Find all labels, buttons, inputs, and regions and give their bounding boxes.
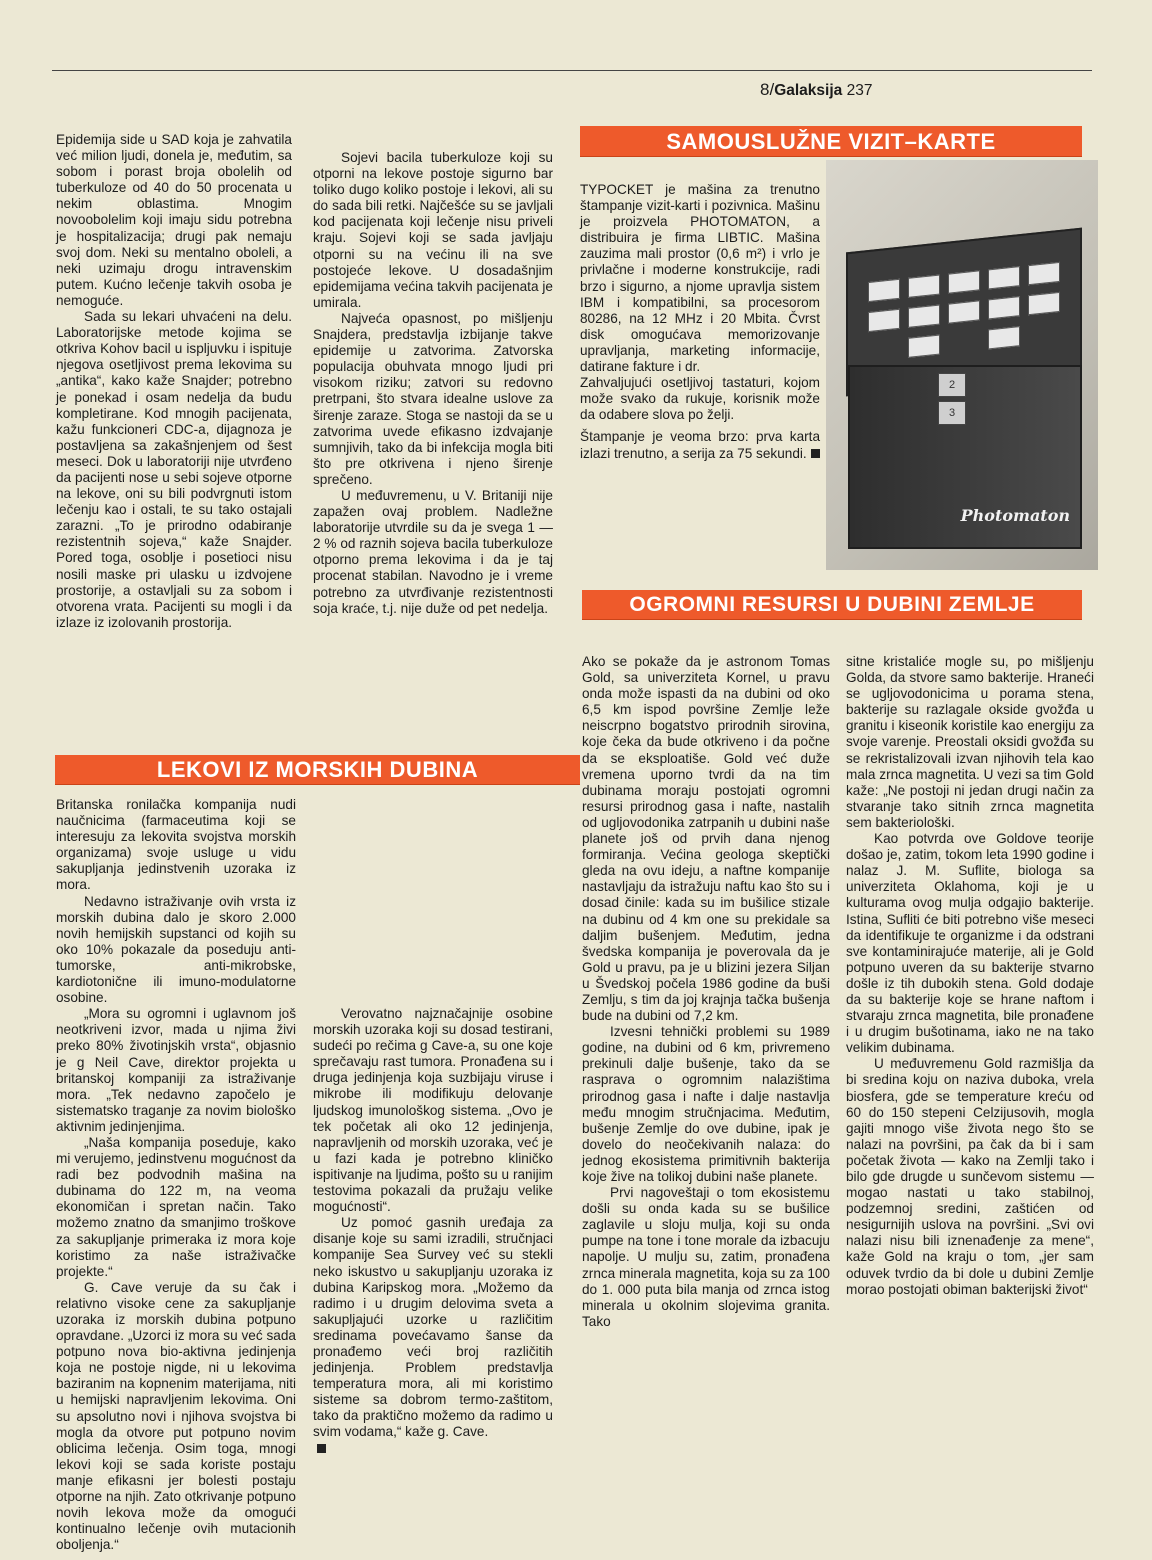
sea-paragraph: „Naša kompanija poseduje, kako mi verujemo, jedinstvenu mogućnost da radi bez podvodnih mašina na dubinama do 122 m, na veoma ekonomičan i spretan način. Tako možemo znatno da smanjimo troškove za sakupljanje primeraka iz mora koje koristimo za naše istraživačke projekte.“ [56, 1134, 296, 1279]
earth-paragraph: Izvesni tehnički problemi su 1989 godine, na dubini od 6 km, privremeno prekinuli dalje bušenje, tako da se rasprava o ogromnim nalazištima prirodnog gasa i nafte i dalje nastavlja među mnogim stručnjacima. Međutim, bušenje Zemlje do ove dubine, ipak je dovelo do neočekivanih nalaza: do jednog ekosistema primitivnih bakterija koje žive na tolikoj dubini naše planete. [582, 1024, 830, 1184]
machine-body [848, 365, 1082, 549]
tb-paragraph: Sojevi bacila tuberkuloze koji su otporni na lekove postoje sigurno bar toliko dugo koliko postoje i lekovi, ali su do sada bili retki. Najčešće su se javljali kod pacijenata koji lečenje nisu priveli kraju. Sojevi koji se sada javljaju otporni su na većinu ili na sve postojeće lekove. U dosadašnjim epidemijama većina takvih pacijenata je umirala. [313, 150, 553, 310]
sea-column-2 [313, 1006, 553, 1457]
cards-paragraph: Zahvaljujući osetljivoj tastaturi, kojom može svako da rukuje, korisnik može da odabere slova po želji. [580, 375, 820, 423]
card-slot: 2 [938, 373, 966, 397]
cards-paragraph [580, 429, 820, 461]
sea-article-title: LEKOVI IZ MORSKIH DUBINA [55, 755, 580, 785]
tb-paragraph: U međuvremenu, u V. Britaniji nije zapažen ovaj problem. Nadležne laboratorije utvrdile su da je svega 1 — 2 % od raznih sojeva bacila tuberkuloze otporno prema lekovima i da je taj procenat stabilan. Navodno je i vreme potrebno za utvrđivanje rezistentnosti soja kraće, t.j. nije duže od pet nedelja. [313, 487, 553, 616]
page-number: 237 [846, 82, 873, 99]
sea-paragraph: „Mora su ogromni i uglavnom još neotkriveni izvor, mada u njima živi preko 80% životinjskih vrsta“, objasnio je g Neil Cave, direktor projekta u britanskoj kompaniji za istraživanje mora. „Tek nedavno započelo je sistematsko traganje za novim biološko aktivnim jedinjenjima. [56, 1006, 296, 1134]
earth-paragraph: sitne kristaliće mogle su, po mišljenju Golda, da stvore samo bakterije. Hraneći se ugljovodonicima u porama stena, bakterije su razlagale okside gvožđa u granitu i kiseonik koristile kao energiju za svoje varenje. Preostali oksidi gvožđa su se rekristalizovali izvan njihovih tela kao mala zrnca magnetita. U vezi sa tim Gold kaže: „Ne postoji ni jedan drugi način za stvaranje tako sitnih zrnca magnetita sem bakteriološki. [846, 654, 1094, 830]
issue-number: 8/ [760, 80, 775, 99]
tb-column-1 [56, 132, 292, 631]
earth-column-2 [846, 654, 1094, 1298]
tb-paragraph: Epidemija side u SAD koja je zahvatila već milion ljudi, donela je, međutim, sa sobom i porast broja obolelih od tuberkuloze od 40 do 50 procenata u nekim oblastima. Mnogim novoobolelim koji imaju sidu potrebna je hospitalizacija; drugi pak nemaju svoj dom. Neki su mentalno oboleli, a neki uzimaju drogu intravenskim putem. Kućno lečenje takvih osoba je nemoguće. [56, 132, 292, 308]
sea-column-1 [56, 797, 296, 1553]
sea-paragraph: Uz pomoć gasnih uređaja za disanje koje su sami izradili, stručnjaci kompanije Sea Survey već su stekli neko iskustvo u sakupljanju uzoraka iz dubina Karipskog mora. „Možemo da radimo i u drugim delovima sveta a sakupljajući uzorke u različitim sredinama povećavamo šanse da pronađemo veći broj različitih jedinjenja. Problem predstavlja temperatura mora, ali mi koristimo sisteme sa dobrom termo-zaštitom, tako da praktično možemo da radimo u svim vodama,“ kaže g. Cave. [313, 1215, 553, 1440]
header-rule [52, 70, 1092, 71]
cards-paragraph-text: Štampanje je veoma brzo: prva karta izlazi trenutno, a serija za 75 sekundi. [580, 429, 820, 461]
photomaton-machine-photo [826, 160, 1098, 570]
tb-column-2 [313, 150, 553, 617]
tb-paragraph: Najveća opasnost, po mišljenju Snajdera, predstavlja izbijanje takve epidemije u zatvorima. Zatvorska populacija obuhvata mnogo ljudi pri visokom riziku; zatvori su redovno pretrpani, što stvara idealne uslove za širenje zaraze. Stoga se nastoji da se u zatvorima uvede efikasno izdvajanje sumnjivih, tako da bi infekcija mogla biti što pre otkrivena i njeno širenje sprečeno. [313, 310, 553, 487]
end-mark [811, 449, 820, 458]
earth-paragraph: Ako se pokaže da je astronom Tomas Gold, sa univerziteta Kornel, u pravu onda može ispasti da na dubini od oko 6,5 km ispod površine Zemlje leže neiscrpno bogatstvo prirodnih sirovina, koje čeka da bude otkriveno i da počne da se eksploatiše. Gold već duže vremena uporno tvrdi da na tim dubinama moraju postojati ogromni resursi prirodnog gasa i nafte, nastalih od ugljovodonika zatrpanih u dubini naše planete još od prvih dana njenog formiranja. Većina geologa skeptički gleda na ovu ideju, a naftne kompanije nastavljaju da istražuju naftu kao što su i dosad činile: kada su im bušilice stizale na dubinu od 4 km one su prekidale sa daljim bušenjem. Međutim, jedna švedska kompanija je poverovala da je Gold u pravu, pa je u blizini jezera Siljan u Švedskoj počela 1986 godine da buši Zemlju, s tim da joj krajnja tačka bušenja bude na dubini od 7,2 km. [582, 654, 830, 1024]
earth-article-title: OGROMNI RESURSI U DUBINI ZEMLJE [582, 590, 1082, 620]
sea-paragraph: Verovatno najznačajnije osobine morskih uzoraka koji su dosad testirani, sudeći po rečima g Cave-a, su one koje sprečavaju rast tumora. Pronađena su i druga jedinjenja koja suzbijaju viruse i mikrobe ili modifikuju delovanje ljudskog imunološkog sistema. „Ovo je tek početak ali oko 12 jedinjenja, napravljenih od morskih uzoraka, već je u fazi kada je potrebno kliničko ispitivanje na ljudima, pošto su u ranijim testovima pokazali da pružaju velike mogućnosti“. [313, 1006, 553, 1215]
earth-paragraph: Kao potvrda ove Goldove teorije došao je, zatim, tokom leta 1990 godine i nalaz J. M. Suflite, biologa sa univerziteta Oklahoma, koji je u kulturama ovog mulja odgajio bakterije. Istina, Sufliti će biti potrebno više meseci da identifikuje te organizme i da odstrani sve kontaminirajuće materije, ali je Gold potpuno uveren da su bakterije stvarno došle iz tih dubokih stena. Gold dodaje da su bakterije koje se hrane naftom i stvaraju zrnca magnetita, bile pronađene i u drugim bušotinama, iako ne na tako velikim dubinama. [846, 831, 1094, 1056]
cards-column [580, 182, 820, 462]
earth-column-1 [582, 654, 830, 1330]
cards-paragraph: TYPOCKET je mašina za trenutno štampanje vizit-karti i pozivnica. Mašinu je proizvela PHOTOMATON, a distribuira je firma LIBTIC. Mašina zauzima mali prostor (0,6 m²) i vrlo je privlačne i moderne konstrukcije, radi brzo i sigurno, a njome upravlja sistem IBM i kompatibilni, sa procesorom 80286, na 12 MHz i 20 Mbita. Čvrst disk omogućava memorizovanje upravljanja, marketing informacije, datirane fakture i dr. [580, 182, 820, 375]
cards-article-title: SAMOUSLUŽNE VIZIT–KARTE [580, 126, 1082, 157]
earth-paragraph: Prvi nagoveštaji o tom ekosistemu došli su onda kada su se bušilice zaglavile u sloju mulja, koji su onda pumpe na tone i tone morale da izbacuju napolje. U mulju su, zatim, pronađena zrnca minerala magnetita, koja su za 100 do 1. 000 puta bila manja od zrnca istog minerala u okolnim slojevima granita. Tako [582, 1185, 830, 1329]
end-mark [317, 1444, 326, 1453]
earth-paragraph: U međuvremenu Gold razmišlja da bi sredina koju on naziva duboka, vrela biosfera, gde se temperature kreću od 60 do 150 stepeni Celzijusovih, mogla gajiti mnogo više života nego što se nalazi na površini, pa čak da bi i sam početak života — kako na Zemlji tako i bilo gde drugde u sunčevom sistemu — mogao nastati u tako stabilnoj, podzemnoj sredini, zaštićen od nesigurnijih uslova na površini. „Svi ovi nalazi nisu bili iznenađenje za mene“, kaže Gold na kraju o tom, „jer sam oduvek tvrdio da bi dole u dubini Zemlje morao postojati obiman bakterijski život“ [846, 1056, 1094, 1297]
sea-paragraph: Nedavno istraživanje ovih vrsta iz morskih dubina dalo je skoro 2.000 novih hemijskih supstanci od kojih su oko 10% pokazale da poseduju anti-tumorske, anti-mikrobske, kardiotonične ili imuno-modulatorne osobine. [56, 893, 296, 1006]
photomaton-logo: Photomaton [960, 506, 1070, 525]
sea-paragraph: Britanska ronilačka kompanija nudi naučnicima (farmaceutima koji se interesuju za lekovita svojstva morskih organizama) svoje usluge u vidu sakupljanja jedinstvenih uzoraka iz mora. [56, 797, 296, 893]
tb-paragraph: Sada su lekari uhvaćeni na delu. Laboratorijske metode kojima se otkriva Kohov bacil u ispljuvku i ispituje njegova osetljivost prema lekovima su „antika“, kako kaže Snajder; potrebno je ponekad i osam nedelja da budu kompletirane. Kod mnogih pacijenata, kažu funkcioneri CDC-a, dijagnoza je postavljena sa zakašnjenjem od šest meseci. Dok u laboratoriji nije utvrđeno da pacijenti nose u sebi sojeve otporne na lekove, oni su bili podvrgnuti istom lečenju kao i ostali, te su tako ostajali zarazni. „To je prirodno odabiranje rezistentnih sojeva,“ kaže Snajder. Pored toga, osoblje i posetioci nisu nosili maske pri ulasku u izdvojene prostorije, a ostavljali su za sobom i otvorena vrata. Pacijenti su mogli i da izlaze iz izolovanih prostorija. [56, 309, 292, 630]
sea-paragraph: G. Cave veruje da su čak i relativno visoke cene za sakupljanje uzoraka iz morskih dubina potpuno opravdane. „Uzorci iz mora su već sada potpuno nova bio-aktivna jedinjenja koja ne postoje nigde, ni u lekovima baziranim na kopnenim materijama, niti u hemijski napravljenim lekovima. Oni su apsolutno novi i njihova svojstva bi mogla da otvore put potpuno novim oblicima lečenja. Osim toga, mnogi lekovi koji se sada koriste postaju manje efikasni jer bolesti postaju otporne na njih. Zato otkrivanje potpuno novih lekova može da omogući kontinualno lečenje ovih mutacionih oboljenja.“ [56, 1279, 296, 1553]
page-folio [760, 80, 872, 100]
magazine-name: Galaksija [774, 82, 843, 99]
card-slot: 3 [938, 401, 966, 425]
